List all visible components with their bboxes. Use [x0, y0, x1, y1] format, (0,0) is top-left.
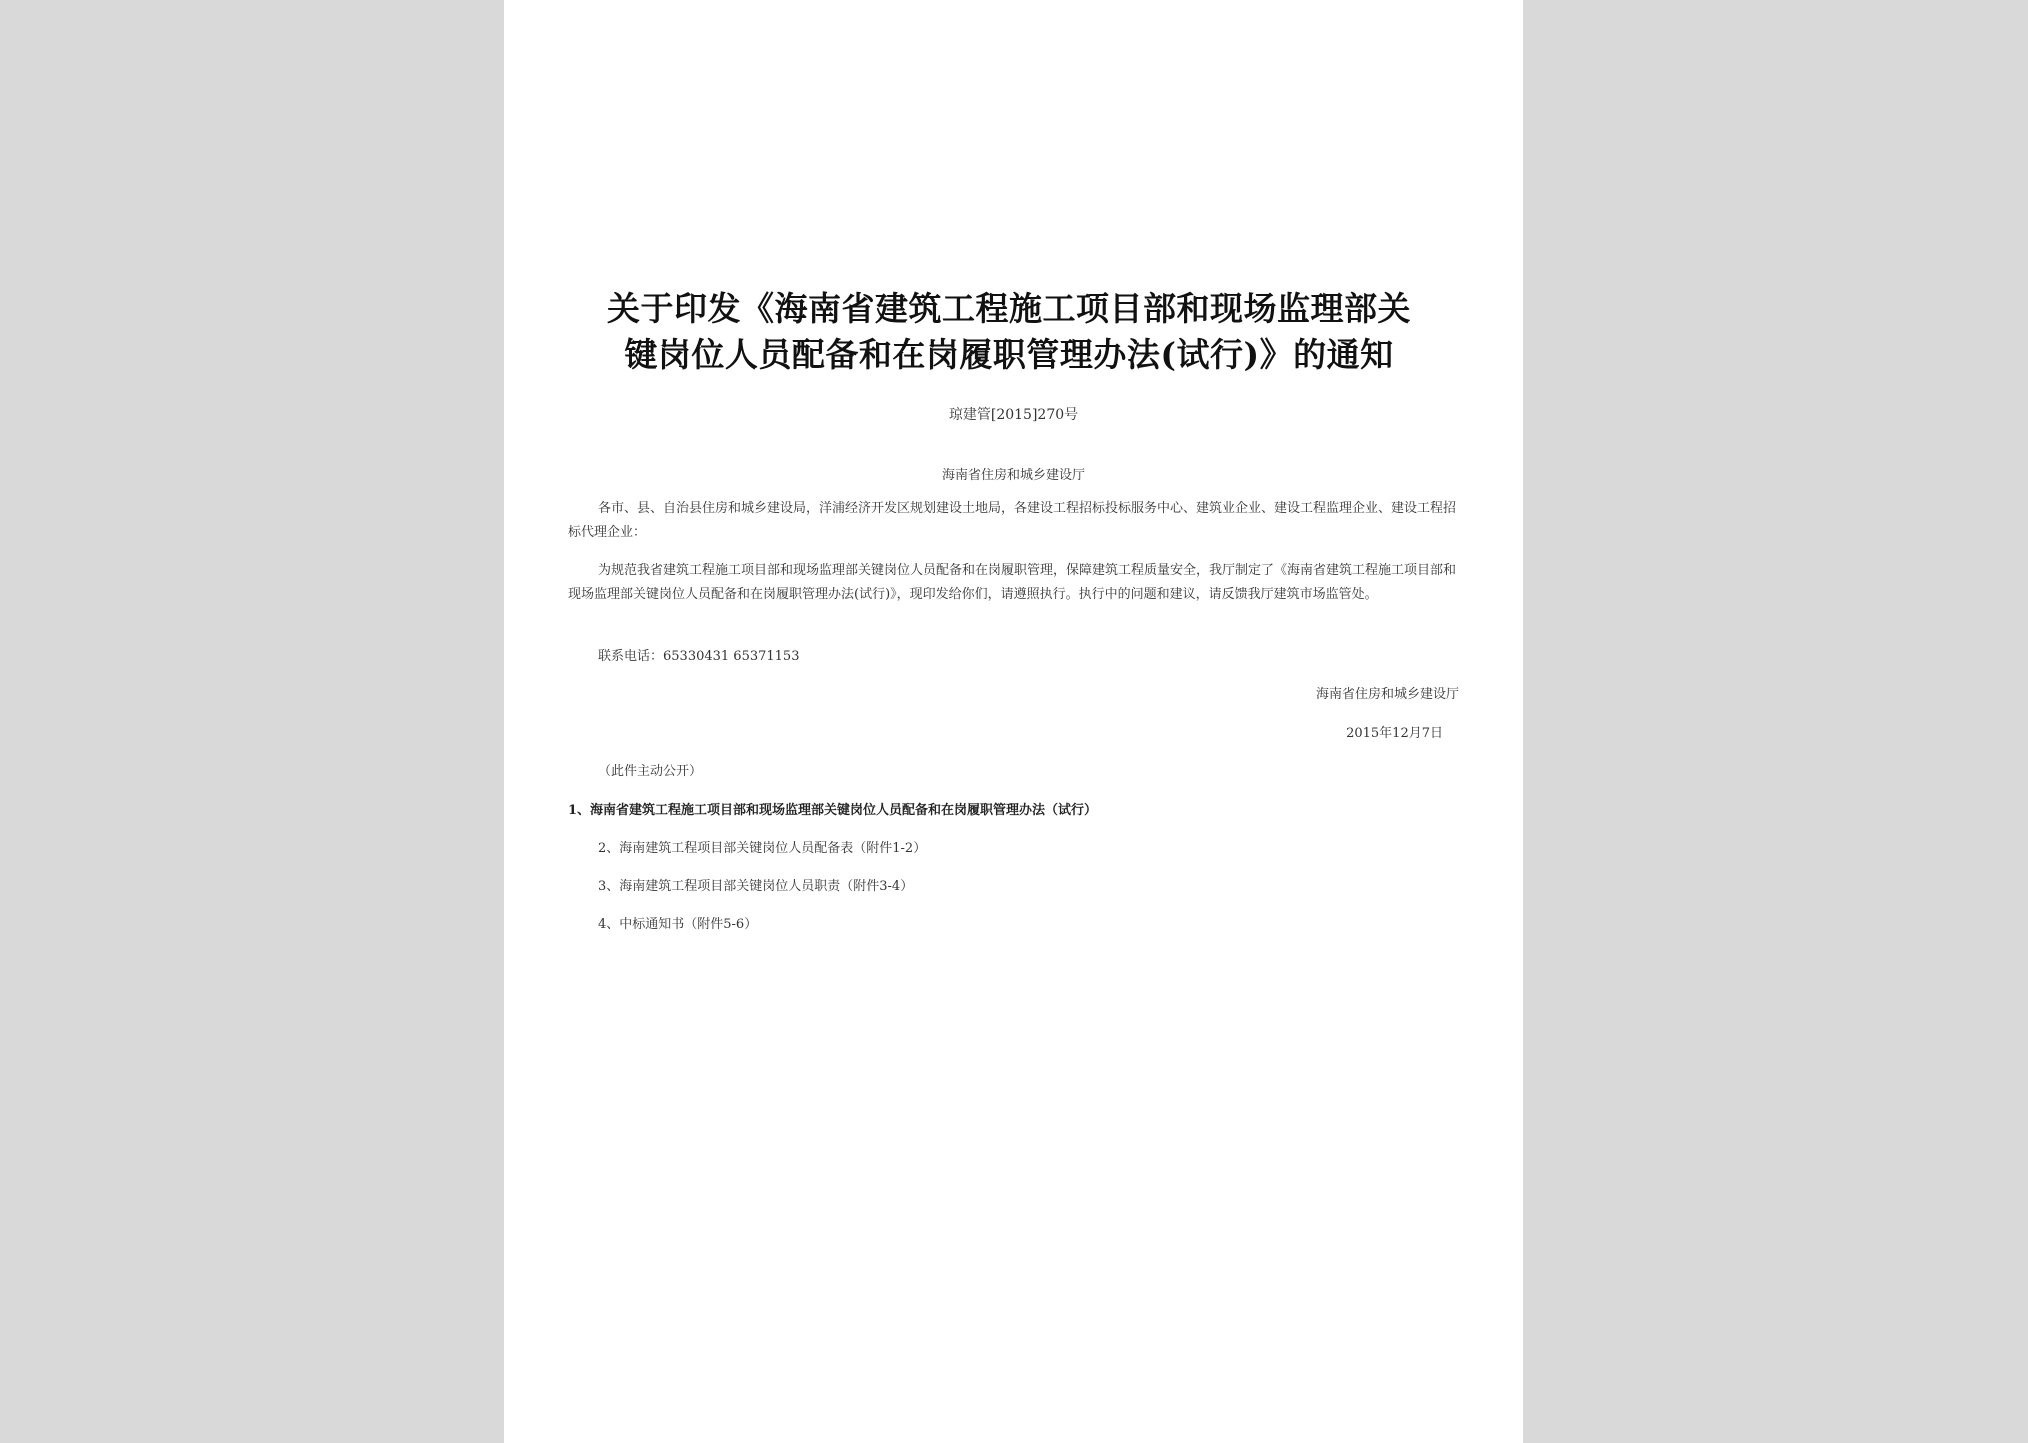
signature-organization: 海南省住房和城乡建设厅 [1315, 687, 1459, 702]
document-number: 琼建管[2015]270号 [948, 407, 1079, 423]
document-title [564, 286, 1454, 378]
public-note: （此件主动公开） [598, 764, 703, 779]
document-page [504, 0, 1523, 1443]
issuer: 海南省住房和城乡建设厅 [941, 468, 1085, 483]
attachment-item-2: 2、海南建筑工程项目部关键岗位人员配备表（附件1-2） [598, 841, 927, 856]
title-line-1: 关于印发《海南省建筑工程施工项目部和现场监理部关 [607, 289, 1411, 328]
addressee-paragraph: 各市、县、自治县住房和城乡建设局，洋浦经济开发区规划建设土地局，各建设工程招标投标服务中心、建筑业企业、建设工程监理企业、建设工程招标代理企业： [568, 501, 1457, 540]
attachment-item-4: 4、中标通知书（附件5-6） [598, 917, 758, 932]
title-line-2: 键岗位人员配备和在岗履职管理办法(试行)》的通知 [624, 335, 1394, 374]
signature-date: 2015年12月7日 [1346, 726, 1443, 741]
contact-phone: 联系电话：65330431 65371153 [598, 649, 800, 664]
body-paragraph: 为规范我省建筑工程施工项目部和现场监理部关键岗位人员配备和在岗履职管理，保障建筑工程质量安全，我厅制定了《海南省建筑工程施工项目部和现场监理部关键岗位人员配备和在岗履职管理办法(试行)》，现印发给你们，请遵照执行。执行中的问题和建议，请反馈我厅建筑市场监管处。 [568, 563, 1457, 602]
attachment-item-3: 3、海南建筑工程项目部关键岗位人员职责（附件3-4） [598, 879, 914, 894]
attachment-item-1: 1、海南省建筑工程施工项目部和现场监理部关键岗位人员配备和在岗履职管理办法（试行） [568, 803, 1098, 818]
